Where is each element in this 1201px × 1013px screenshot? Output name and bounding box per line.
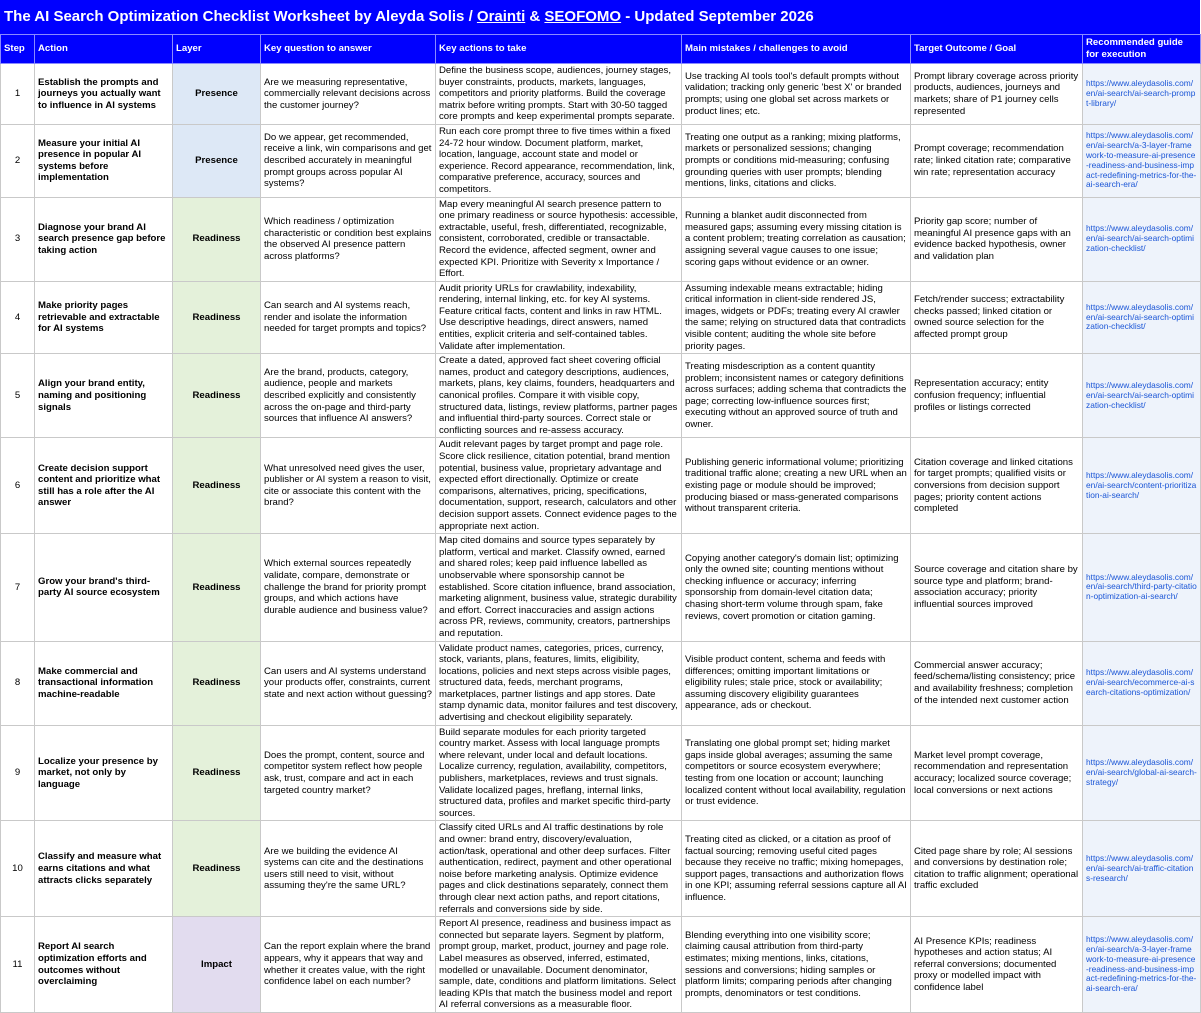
title-amp: &: [525, 8, 545, 25]
layer-cell: Readiness: [173, 821, 261, 917]
header-step[interactable]: Step: [1, 35, 35, 64]
actions-cell: Define the business scope, audiences, journey stages, buyer constraints, products, markets, languages, competitors and priority platforms. Build the coverage matrix before writing prompts. Start with 30-50 tagged core prompts and keep experimental prompts separate.: [436, 64, 682, 125]
step-cell: 5: [1, 354, 35, 438]
action-cell: Report AI search optimization efforts and outcomes without overclaiming: [35, 917, 173, 1013]
question-cell: Can users and AI systems understand your products offer, constraints, current state and next action without guessing?: [261, 641, 436, 725]
question-cell: What unresolved need gives the user, publisher or AI system a reason to visit, cite or associate this content with the brand?: [261, 438, 436, 534]
seofomo-link[interactable]: SEOFOMO: [544, 8, 622, 25]
action-cell: Make priority pages retrievable and extractable for AI systems: [35, 281, 173, 354]
table-row: [1, 438, 1201, 534]
question-cell: Are we building the evidence AI systems can cite and the destinations users still need to visit, without assuming they're the same URL?: [261, 821, 436, 917]
guide-link-cell[interactable]: [1083, 534, 1201, 641]
header-layer[interactable]: Layer: [173, 35, 261, 64]
actions-cell: Map every meaningful AI search presence pattern to one primary readiness or source hypothesis: accessible, extractable, useful, fresh, differentiated, recognizable, consistent, corroborated, credible or transactable. Record the evidence, affected segment, owner and expected KPI. Prioritize with Severity x Importance / Effort.: [436, 197, 682, 281]
actions-cell: Audit relevant pages by target prompt and page role. Score click resilience, citation potential, brand mention potential, business value, proprietary advantage and expected effort directionally. Optimize or create comparisons, alternatives, pricing, specifications, documentation, support, research, calculators and other decision support assets. Connect evidence pages to the appropriate next action.: [436, 438, 682, 534]
step-cell: 8: [1, 641, 35, 725]
table-row: [1, 354, 1201, 438]
header-guide[interactable]: Recommended guide for execution: [1083, 35, 1201, 64]
mistakes-cell: Use tracking AI tools tool's default prompts without validation; tracking only generic 'best X' or branded prompts; using one global set across markets or product lines; etc.: [682, 64, 911, 125]
step-cell: 6: [1, 438, 35, 534]
question-cell: Can search and AI systems reach, render and isolate the information needed for target prompts and topics?: [261, 281, 436, 354]
guide-link[interactable]: https://www.aleydasolis.com/en/ai-search/ai-search-optimization-checklist/: [1086, 380, 1194, 410]
step-cell: 2: [1, 124, 35, 197]
table-row: [1, 281, 1201, 354]
action-cell: Align your brand entity, naming and positioning signals: [35, 354, 173, 438]
mistakes-cell: Publishing generic informational volume; prioritizing traditional traffic alone; creating a new URL when an existing page or module should be improved; producing biased or mass-generated comparisons without transparent criteria.: [682, 438, 911, 534]
worksheet: [0, 34, 1200, 1011]
layer-cell: Impact: [173, 917, 261, 1013]
guide-link-cell[interactable]: [1083, 281, 1201, 354]
question-cell: Are the brand, products, category, audience, people and markets described explicitly and consistently across the on-page and third-party sources that influence AI answers?: [261, 354, 436, 438]
layer-cell: Readiness: [173, 725, 261, 821]
actions-cell: Map cited domains and source types separately by platform, vertical and market. Classify owned, earned and shared roles; keep paid influence labelled as unobservable where sponsorship cannot be established. Score citation influence, brand association, marketing alignment, business value, strategic durability and effort. Correct inaccuracies and assign actions across PR, reviews, community, creators, partnerships and reputation.: [436, 534, 682, 641]
outcome-cell: Priority gap score; number of meaningful AI presence gaps with an evidence backed hypothesis, owner and validation plan: [911, 197, 1083, 281]
table-row: [1, 725, 1201, 821]
outcome-cell: Cited page share by role; AI sessions and conversions by destination role; citation to traffic alignment; operational traffic excluded: [911, 821, 1083, 917]
actions-cell: Classify cited URLs and AI traffic destinations by role and owner: brand entry, discovery/evaluation, action/task, operational and other deep surfaces. Filter authentication, redirect, payment and other operational noise before marketing analysis. Optimize evidence pages and click destinations separately, connect them through clear next action paths, and report citations, referrals and conversions side by side.: [436, 821, 682, 917]
actions-cell: Validate product names, categories, prices, currency, stock, variants, plans, features, limits, eligibility, locations, policies and next steps across visible pages, structured data, feeds, merchant programs, marketplaces, partner listings and app stores. Date stamp dynamic data, monitor failures and test discovery, advertising and checkout eligibility separately.: [436, 641, 682, 725]
guide-link[interactable]: https://www.aleydasolis.com/en/ai-search/global-ai-search-strategy/: [1086, 757, 1197, 787]
layer-cell: Readiness: [173, 354, 261, 438]
guide-link-cell[interactable]: [1083, 725, 1201, 821]
table-row: [1, 821, 1201, 917]
table-row: [1, 124, 1201, 197]
step-cell: 3: [1, 197, 35, 281]
table-row: [1, 917, 1201, 1013]
mistakes-cell: Treating misdescription as a content quantity problem; inconsistent names or category definitions across surfaces; adding schema that contradicts the page; correcting low-influence sources first; executing without an approved source of truth and owner.: [682, 354, 911, 438]
table-row: [1, 64, 1201, 125]
action-cell: Establish the prompts and journeys you actually want to influence in AI systems: [35, 64, 173, 125]
outcome-cell: Prompt library coverage across priority products, audiences, journeys and markets; share of P1 journey cells represented: [911, 64, 1083, 125]
outcome-cell: Fetch/render success; extractability checks passed; linked citation or owned source selection for the affected prompt group: [911, 281, 1083, 354]
actions-cell: Run each core prompt three to five times within a fixed 24-72 hour window. Document platform, market, location, language, account state and model or experience. Record appearance, recommendation, link, comparative preference, accuracy, sources and competitors.: [436, 124, 682, 197]
step-cell: 9: [1, 725, 35, 821]
table-row: [1, 534, 1201, 641]
table-body: [1, 64, 1201, 1013]
guide-link[interactable]: https://www.aleydasolis.com/en/ai-search/a-3-layer-framework-to-measure-ai-presence-readiness-and-business-impact-redefining-metrics-for-the-ai-search-era/: [1086, 934, 1197, 994]
outcome-cell: Source coverage and citation share by source type and platform; brand-association accuracy; priority influential sources improved: [911, 534, 1083, 641]
guide-link[interactable]: https://www.aleydasolis.com/en/ai-search/ecommerce-ai-search-citations-optimization/: [1086, 667, 1195, 697]
outcome-cell: Market level prompt coverage, recommendation and representation accuracy; localized source coverage; local conversions or next actions: [911, 725, 1083, 821]
guide-link[interactable]: https://www.aleydasolis.com/en/ai-search/content-prioritization-ai-search/: [1086, 470, 1197, 500]
guide-link[interactable]: https://www.aleydasolis.com/en/ai-search/ai-search-prompt-library/: [1086, 78, 1196, 108]
mistakes-cell: Translating one global prompt set; hiding market gaps inside global averages; assuming the same competitors or source ecosystem everywhere; testing from one location or account; launching localized content without local availability, regulation or trust evidence.: [682, 725, 911, 821]
header-row: [1, 35, 1201, 64]
layer-cell: Presence: [173, 64, 261, 125]
question-cell: Can the report explain where the brand appears, why it appears that way and whether it creates value, with the right confidence label on each number?: [261, 917, 436, 1013]
header-mistakes[interactable]: Main mistakes / challenges to avoid: [682, 35, 911, 64]
guide-link-cell[interactable]: [1083, 641, 1201, 725]
action-cell: Measure your initial AI presence in popular AI systems before implementation: [35, 124, 173, 197]
action-cell: Create decision support content and prioritize what still has a role after the AI answer: [35, 438, 173, 534]
question-cell: Do we appear, get recommended, receive a link, win comparisons and get described accurately in meaningful prompt groups across popular AI systems?: [261, 124, 436, 197]
sheet-title-banner: [0, 0, 1200, 34]
guide-link-cell[interactable]: [1083, 64, 1201, 125]
header-action[interactable]: Action: [35, 35, 173, 64]
layer-cell: Readiness: [173, 281, 261, 354]
actions-cell: Build separate modules for each priority targeted country market. Assess with local language prompts where relevant, under local and default locations. Localize currency, regulation, availability, competitors, publishers, marketplaces, reviews and trust signals. Validate localized pages, hreflang, internal links, structured data, profiles and market specific third-party sources.: [436, 725, 682, 821]
layer-cell: Readiness: [173, 534, 261, 641]
actions-cell: Report AI presence, readiness and business impact as connected but separate layers. Segment by platform, prompt group, market, product, journey and page role. Label measures as observed, inferred, estimated, modelled or unavailable. Document denominator, sample, date, conditions and platform limitations. Select leading KPIs that match the business model and report AI referral conversions as a measurable floor.: [436, 917, 682, 1013]
mistakes-cell: Assuming indexable means extractable; hiding critical information in client-side rendered JS, images, widgets or PDFs; treating every AI crawler the same; relying on structured data that contradicts visible content; auditing the whole site before priority pages.: [682, 281, 911, 354]
guide-link-cell[interactable]: [1083, 821, 1201, 917]
question-cell: Which external sources repeatedly validate, compare, demonstrate or challenge the brand for priority prompt groups, and which actions have durable audience and business value?: [261, 534, 436, 641]
mistakes-cell: Visible product content, schema and feeds with differences; omitting important limitations or eligibility rules; stale price, stock or availability; assuming discovery eligibility guarantees appearance, ads or checkout.: [682, 641, 911, 725]
outcome-cell: Prompt coverage; recommendation rate; linked citation rate; comparative win rate; representation accuracy: [911, 124, 1083, 197]
outcome-cell: Representation accuracy; entity confusion frequency; influential profiles or listings corrected: [911, 354, 1083, 438]
guide-link[interactable]: https://www.aleydasolis.com/en/ai-search/ai-search-optimization-checklist/: [1086, 301, 1194, 332]
layer-cell: Readiness: [173, 438, 261, 534]
header-actions[interactable]: Key actions to take: [436, 35, 682, 64]
outcome-cell: Citation coverage and linked citations for target prompts; qualified visits or conversions from decision support pages; priority content actions completed: [911, 438, 1083, 534]
layer-cell: Readiness: [173, 197, 261, 281]
layer-cell: Presence: [173, 124, 261, 197]
guide-link-cell[interactable]: [1083, 917, 1201, 1013]
guide-link-cell[interactable]: [1083, 354, 1201, 438]
action-cell: Diagnose your brand AI search presence gap before taking action: [35, 197, 173, 281]
header-question[interactable]: Key question to answer: [261, 35, 436, 64]
guide-link-cell[interactable]: [1083, 197, 1201, 281]
guide-link[interactable]: https://www.aleydasolis.com/en/ai-search/ai-search-optimization-checklist/: [1086, 223, 1194, 253]
guide-link-cell[interactable]: [1083, 438, 1201, 534]
actions-cell: Create a dated, approved fact sheet covering official names, product and category descriptions, audiences, markets, plans, key claims, founders, headquarters and canonical profiles. Compare it with visible copy, structured data, listings, review platforms, partner pages and influential third-party sources. Correct stale or conflicting sources and re-assess accuracy.: [436, 354, 682, 438]
question-cell: Which readiness / optimization characteristic or condition best explains the observed AI presence pattern across platforms?: [261, 197, 436, 281]
mistakes-cell: Running a blanket audit disconnected from measured gaps; assuming every missing citation is a content problem; treating correlation as causation; assigning several vague causes to one issue; scoring gaps without evidence or an owner.: [682, 197, 911, 281]
guide-link[interactable]: https://www.aleydasolis.com/en/ai-search/a-3-layer-framework-to-measure-ai-presence-readiness-and-business-impact-redefining-metrics-for-the-ai-search-era/: [1086, 130, 1197, 190]
layer-cell: Readiness: [173, 641, 261, 725]
action-cell: Classify and measure what earns citations and what attracts clicks separately: [35, 821, 173, 917]
step-cell: 7: [1, 534, 35, 641]
question-cell: Does the prompt, content, source and competitor system reflect how people ask, trust, compare and act in each targeted country market?: [261, 725, 436, 821]
outcome-cell: Commercial answer accuracy; feed/schema/listing consistency; price and availability freshness; completion of the intended next customer action: [911, 641, 1083, 725]
guide-link[interactable]: https://www.aleydasolis.com/en/ai-search/ai-traffic-citations-research/: [1086, 853, 1194, 883]
orainti-link[interactable]: Orainti: [476, 8, 526, 25]
header-outcome[interactable]: Target Outcome / Goal: [911, 35, 1083, 64]
mistakes-cell: Treating one output as a ranking; mixing platforms, markets or personalized sessions; changing prompts or conditions mid-measuring; confusing grounding queries with user prompts; blending mentions, links, citations and clicks.: [682, 124, 911, 197]
outcome-cell: AI Presence KPIs; readiness hypotheses and action status; AI referral conversions; documented proxy or modelled impact with confidence label: [911, 917, 1083, 1013]
action-cell: Localize your presence by market, not only by language: [35, 725, 173, 821]
actions-cell: Audit priority URLs for crawlability, indexability, rendering, internal linking, etc. for key AI systems. Feature critical facts, content and links in raw HTML. Use descriptive headings, direct answers, named entities, explicit criteria and self-contained tables. Validate after implementation.: [436, 281, 682, 354]
action-cell: Grow your brand's third-party AI source ecosystem: [35, 534, 173, 641]
step-cell: 11: [1, 917, 35, 1013]
action-cell: Make commercial and transactional information machine-readable: [35, 641, 173, 725]
title-suffix: - Updated September 2026: [621, 8, 814, 25]
title-prefix: The AI Search Optimization Checklist Worksheet by Aleyda Solis /: [4, 8, 477, 25]
step-cell: 10: [1, 821, 35, 917]
step-cell: 1: [1, 64, 35, 125]
mistakes-cell: Copying another category's domain list; optimizing only the owned site; counting mentions without checking influence or accuracy; inferring sponsorship from domain-level citation data; chasing short-term volume through spam, fake reviews, covert promotion or citation gaming.: [682, 534, 911, 641]
mistakes-cell: Blending everything into one visibility score; claiming causal attribution from third-party estimates; mixing mentions, links, citations, sessions and conversions; hiding samples or platform limits; comparing periods after changing prompts, denominators or test conditions.: [682, 917, 911, 1013]
guide-link-cell[interactable]: [1083, 124, 1201, 197]
step-cell: 4: [1, 281, 35, 354]
question-cell: Are we measuring representative, commercially relevant decisions across the customer journey?: [261, 64, 436, 125]
table-row: [1, 641, 1201, 725]
guide-link[interactable]: https://www.aleydasolis.com/en/ai-search/third-party-citation-optimization-ai-search/: [1086, 571, 1197, 602]
mistakes-cell: Treating cited as clicked, or a citation as proof of factual sourcing; removing useful cited pages because they receive no traffic; mixing homepages, support pages, transactions and authorization flows in one KPI; assuming referral sessions capture all AI influence.: [682, 821, 911, 917]
checklist-table: [0, 34, 1201, 1013]
table-row: [1, 197, 1201, 281]
